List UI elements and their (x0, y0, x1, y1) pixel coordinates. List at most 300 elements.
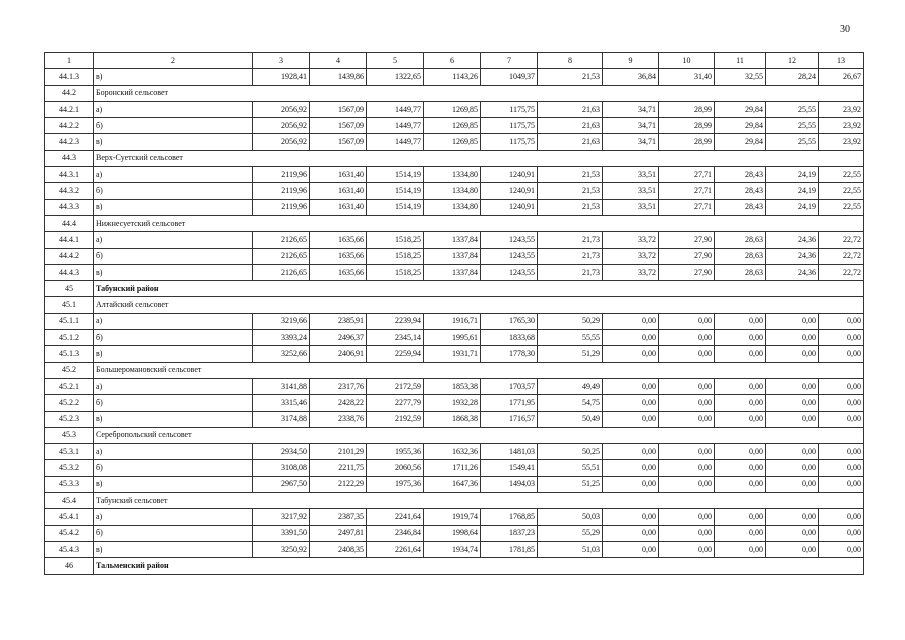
value-cell: 0,00 (819, 330, 864, 346)
settlement-row (45, 215, 864, 231)
row-variant-label: б) (94, 183, 253, 199)
value-cell: 1631,40 (310, 167, 367, 183)
value-cell: 3108,08 (253, 460, 310, 476)
value-cell: 1518,25 (367, 232, 424, 248)
value-cell: 27,71 (659, 199, 715, 215)
value-cell: 3141,88 (253, 378, 310, 394)
value-cell: 1243,55 (481, 248, 538, 264)
value-cell: 0,00 (603, 444, 659, 460)
settlement-row (45, 493, 864, 509)
row-variant-label: в) (94, 199, 253, 215)
value-cell: 0,00 (715, 444, 766, 460)
row-variant-label: б) (94, 248, 253, 264)
value-cell: 1567,09 (310, 101, 367, 117)
row-number: 44.4.3 (45, 264, 94, 280)
table-row (45, 134, 864, 150)
value-cell: 1514,19 (367, 199, 424, 215)
value-cell: 0,00 (715, 541, 766, 557)
value-cell: 0,00 (659, 541, 715, 557)
value-cell: 2060,56 (367, 460, 424, 476)
value-cell: 0,00 (603, 509, 659, 525)
value-cell: 50,25 (538, 444, 603, 460)
column-header: 2 (94, 53, 253, 69)
row-number: 44.3.1 (45, 167, 94, 183)
value-cell: 0,00 (603, 378, 659, 394)
value-cell: 2428,22 (310, 395, 367, 411)
value-cell: 1703,57 (481, 378, 538, 394)
row-variant-label: б) (94, 395, 253, 411)
value-cell: 1494,03 (481, 476, 538, 492)
value-cell: 0,00 (819, 460, 864, 476)
value-cell: 1449,77 (367, 134, 424, 150)
value-cell: 34,71 (603, 118, 659, 134)
value-cell: 0,00 (766, 444, 819, 460)
value-cell: 1916,71 (424, 313, 481, 329)
value-cell: 1647,36 (424, 476, 481, 492)
value-cell: 1269,85 (424, 134, 481, 150)
value-cell: 27,71 (659, 183, 715, 199)
value-cell: 22,55 (819, 183, 864, 199)
column-header: 7 (481, 53, 538, 69)
value-cell: 0,00 (715, 346, 766, 362)
row-variant-label: в) (94, 411, 253, 427)
value-cell: 27,90 (659, 232, 715, 248)
value-cell: 1567,09 (310, 118, 367, 134)
value-cell: 2172,59 (367, 378, 424, 394)
settlement-name: Нижнесуетский сельсовет (94, 215, 864, 231)
settlement-row (45, 427, 864, 443)
table-row (45, 509, 864, 525)
value-cell: 55,51 (538, 460, 603, 476)
value-cell: 22,72 (819, 248, 864, 264)
value-cell: 29,84 (715, 134, 766, 150)
value-cell: 28,63 (715, 232, 766, 248)
column-header: 1 (45, 53, 94, 69)
value-cell: 0,00 (819, 411, 864, 427)
value-cell: 2211,75 (310, 460, 367, 476)
row-variant-label: б) (94, 460, 253, 476)
value-cell: 28,43 (715, 199, 766, 215)
value-cell: 2119,96 (253, 167, 310, 183)
value-cell: 0,00 (603, 460, 659, 476)
value-cell: 1768,85 (481, 509, 538, 525)
value-cell: 0,00 (603, 313, 659, 329)
value-cell: 3315,46 (253, 395, 310, 411)
value-cell: 2934,50 (253, 444, 310, 460)
value-cell: 1567,09 (310, 134, 367, 150)
value-cell: 1955,36 (367, 444, 424, 460)
value-cell: 2239,94 (367, 313, 424, 329)
value-cell: 1334,80 (424, 199, 481, 215)
value-cell: 21,53 (538, 167, 603, 183)
value-cell: 33,51 (603, 167, 659, 183)
row-variant-label: а) (94, 313, 253, 329)
value-cell: 1439,86 (310, 69, 367, 85)
value-cell: 0,00 (659, 346, 715, 362)
tariff-table (44, 52, 864, 575)
row-number: 44.2.2 (45, 118, 94, 134)
value-cell: 1481,03 (481, 444, 538, 460)
value-cell: 2277,79 (367, 395, 424, 411)
value-cell: 1337,84 (424, 248, 481, 264)
row-number: 45.3.1 (45, 444, 94, 460)
value-cell: 0,00 (715, 378, 766, 394)
column-number-row (45, 53, 864, 69)
table-row (45, 183, 864, 199)
value-cell: 1632,36 (424, 444, 481, 460)
settlement-row (45, 150, 864, 166)
table-row (45, 118, 864, 134)
table-row (45, 232, 864, 248)
value-cell: 0,00 (766, 525, 819, 541)
value-cell: 21,53 (538, 183, 603, 199)
value-cell: 0,00 (603, 346, 659, 362)
row-number: 44.4.1 (45, 232, 94, 248)
value-cell: 2497,81 (310, 525, 367, 541)
table-row (45, 378, 864, 394)
value-cell: 1334,80 (424, 183, 481, 199)
value-cell: 21,53 (538, 199, 603, 215)
value-cell: 21,63 (538, 118, 603, 134)
value-cell: 0,00 (603, 330, 659, 346)
column-header: 10 (659, 53, 715, 69)
value-cell: 0,00 (766, 378, 819, 394)
value-cell: 54,75 (538, 395, 603, 411)
row-number: 45.4.1 (45, 509, 94, 525)
value-cell: 27,90 (659, 248, 715, 264)
value-cell: 0,00 (766, 411, 819, 427)
column-header: 3 (253, 53, 310, 69)
row-number: 45.2.3 (45, 411, 94, 427)
value-cell: 0,00 (715, 509, 766, 525)
value-cell: 50,03 (538, 509, 603, 525)
value-cell: 0,00 (659, 444, 715, 460)
table-row (45, 69, 864, 85)
value-cell: 28,63 (715, 248, 766, 264)
table-body (45, 53, 864, 575)
value-cell: 0,00 (715, 313, 766, 329)
row-number: 44.1.3 (45, 69, 94, 85)
value-cell: 1778,30 (481, 346, 538, 362)
row-variant-label: б) (94, 330, 253, 346)
value-cell: 0,00 (819, 525, 864, 541)
value-cell: 3219,66 (253, 313, 310, 329)
value-cell: 0,00 (766, 330, 819, 346)
value-cell: 0,00 (766, 509, 819, 525)
row-variant-label: в) (94, 134, 253, 150)
value-cell: 1711,26 (424, 460, 481, 476)
district-name: Табунский район (94, 281, 864, 297)
value-cell: 2056,92 (253, 101, 310, 117)
row-number: 45.4 (45, 493, 94, 509)
row-variant-label: а) (94, 167, 253, 183)
value-cell: 0,00 (603, 525, 659, 541)
row-number: 45.2.1 (45, 378, 94, 394)
value-cell: 2345,14 (367, 330, 424, 346)
column-header: 13 (819, 53, 864, 69)
value-cell: 25,55 (766, 118, 819, 134)
row-variant-label: а) (94, 444, 253, 460)
row-number: 45.1.3 (45, 346, 94, 362)
value-cell: 2056,92 (253, 118, 310, 134)
value-cell: 21,73 (538, 232, 603, 248)
value-cell: 0,00 (715, 476, 766, 492)
value-cell: 21,73 (538, 264, 603, 280)
value-cell: 1631,40 (310, 199, 367, 215)
settlement-name: Алтайский сельсовет (94, 297, 864, 313)
table-row (45, 541, 864, 557)
value-cell: 24,36 (766, 264, 819, 280)
value-cell: 0,00 (766, 460, 819, 476)
value-cell: 0,00 (819, 378, 864, 394)
value-cell: 1175,75 (481, 118, 538, 134)
value-cell: 1934,74 (424, 541, 481, 557)
value-cell: 1781,85 (481, 541, 538, 557)
page-number: 30 (840, 24, 850, 35)
value-cell: 0,00 (766, 313, 819, 329)
value-cell: 0,00 (766, 541, 819, 557)
value-cell: 29,84 (715, 101, 766, 117)
table-row (45, 248, 864, 264)
table-row (45, 346, 864, 362)
row-number: 45.4.3 (45, 541, 94, 557)
settlement-name: Табунский сельсовет (94, 493, 864, 509)
value-cell: 1514,19 (367, 167, 424, 183)
row-variant-label: а) (94, 378, 253, 394)
value-cell: 21,63 (538, 101, 603, 117)
settlement-name: Серебропольский сельсовет (94, 427, 864, 443)
value-cell: 1514,19 (367, 183, 424, 199)
value-cell: 0,00 (819, 444, 864, 460)
settlement-name: Боронский сельсовет (94, 85, 864, 101)
value-cell: 21,63 (538, 134, 603, 150)
value-cell: 27,90 (659, 264, 715, 280)
table-row (45, 395, 864, 411)
value-cell: 0,00 (659, 460, 715, 476)
value-cell: 0,00 (715, 411, 766, 427)
value-cell: 0,00 (659, 378, 715, 394)
value-cell: 2408,35 (310, 541, 367, 557)
value-cell: 1518,25 (367, 248, 424, 264)
value-cell: 23,92 (819, 118, 864, 134)
value-cell: 1240,91 (481, 183, 538, 199)
value-cell: 29,84 (715, 118, 766, 134)
value-cell: 1549,41 (481, 460, 538, 476)
value-cell: 2122,29 (310, 476, 367, 492)
row-number: 44.3 (45, 150, 94, 166)
value-cell: 0,00 (659, 509, 715, 525)
value-cell: 2259,94 (367, 346, 424, 362)
table-row (45, 264, 864, 280)
value-cell: 21,53 (538, 69, 603, 85)
value-cell: 0,00 (715, 395, 766, 411)
value-cell: 2241,64 (367, 509, 424, 525)
value-cell: 24,19 (766, 199, 819, 215)
value-cell: 2317,76 (310, 378, 367, 394)
value-cell: 24,36 (766, 232, 819, 248)
value-cell: 1143,26 (424, 69, 481, 85)
column-header: 6 (424, 53, 481, 69)
value-cell: 3217,92 (253, 509, 310, 525)
value-cell: 33,72 (603, 248, 659, 264)
value-cell: 2119,96 (253, 199, 310, 215)
row-number: 45.1.2 (45, 330, 94, 346)
value-cell: 26,67 (819, 69, 864, 85)
value-cell: 0,00 (819, 395, 864, 411)
row-number: 44.3.3 (45, 199, 94, 215)
value-cell: 0,00 (819, 541, 864, 557)
value-cell: 28,99 (659, 101, 715, 117)
value-cell: 34,71 (603, 134, 659, 150)
row-variant-label: б) (94, 525, 253, 541)
district-row (45, 558, 864, 574)
table-row (45, 411, 864, 427)
value-cell: 27,71 (659, 167, 715, 183)
value-cell: 1243,55 (481, 232, 538, 248)
value-cell: 0,00 (819, 313, 864, 329)
table-row (45, 460, 864, 476)
column-header: 9 (603, 53, 659, 69)
value-cell: 1337,84 (424, 264, 481, 280)
value-cell: 1833,68 (481, 330, 538, 346)
value-cell: 1175,75 (481, 101, 538, 117)
value-cell: 0,00 (603, 476, 659, 492)
value-cell: 3391,50 (253, 525, 310, 541)
value-cell: 2126,65 (253, 248, 310, 264)
value-cell: 0,00 (659, 395, 715, 411)
value-cell: 22,72 (819, 264, 864, 280)
column-header: 12 (766, 53, 819, 69)
district-name: Тальменский район (94, 558, 864, 574)
value-cell: 0,00 (766, 346, 819, 362)
value-cell: 51,03 (538, 541, 603, 557)
value-cell: 2126,65 (253, 232, 310, 248)
value-cell: 34,71 (603, 101, 659, 117)
value-cell: 33,72 (603, 232, 659, 248)
value-cell: 0,00 (603, 541, 659, 557)
table-row (45, 444, 864, 460)
value-cell: 2387,35 (310, 509, 367, 525)
value-cell: 1635,66 (310, 232, 367, 248)
value-cell: 0,00 (819, 476, 864, 492)
value-cell: 1998,64 (424, 525, 481, 541)
value-cell: 3174,88 (253, 411, 310, 427)
value-cell: 1269,85 (424, 118, 481, 134)
value-cell: 23,92 (819, 134, 864, 150)
row-variant-label: в) (94, 69, 253, 85)
value-cell: 1631,40 (310, 183, 367, 199)
row-number: 45.4.2 (45, 525, 94, 541)
value-cell: 50,49 (538, 411, 603, 427)
value-cell: 51,25 (538, 476, 603, 492)
column-header: 11 (715, 53, 766, 69)
value-cell: 2406,91 (310, 346, 367, 362)
value-cell: 32,55 (715, 69, 766, 85)
value-cell: 1932,28 (424, 395, 481, 411)
value-cell: 2385,91 (310, 313, 367, 329)
row-number: 44.2.3 (45, 134, 94, 150)
value-cell: 0,00 (819, 509, 864, 525)
value-cell: 33,51 (603, 199, 659, 215)
value-cell: 1919,74 (424, 509, 481, 525)
value-cell: 24,19 (766, 183, 819, 199)
row-number: 44.2 (45, 85, 94, 101)
value-cell: 22,55 (819, 167, 864, 183)
value-cell: 33,51 (603, 183, 659, 199)
value-cell: 0,00 (603, 411, 659, 427)
value-cell: 3393,24 (253, 330, 310, 346)
value-cell: 1635,66 (310, 264, 367, 280)
value-cell: 28,63 (715, 264, 766, 280)
value-cell: 0,00 (659, 330, 715, 346)
settlement-name: Большеромановский сельсовет (94, 362, 864, 378)
table-row (45, 525, 864, 541)
value-cell: 1175,75 (481, 134, 538, 150)
value-cell: 2101,29 (310, 444, 367, 460)
settlement-row (45, 85, 864, 101)
value-cell: 1243,55 (481, 264, 538, 280)
value-cell: 2967,50 (253, 476, 310, 492)
row-variant-label: в) (94, 541, 253, 557)
table-row (45, 313, 864, 329)
value-cell: 28,24 (766, 69, 819, 85)
value-cell: 22,55 (819, 199, 864, 215)
value-cell: 0,00 (715, 525, 766, 541)
value-cell: 1518,25 (367, 264, 424, 280)
value-cell: 1765,30 (481, 313, 538, 329)
column-header: 4 (310, 53, 367, 69)
value-cell: 1337,84 (424, 232, 481, 248)
row-number: 45.1.1 (45, 313, 94, 329)
value-cell: 0,00 (715, 460, 766, 476)
value-cell: 25,55 (766, 134, 819, 150)
district-row (45, 281, 864, 297)
row-variant-label: б) (94, 118, 253, 134)
value-cell: 1449,77 (367, 118, 424, 134)
value-cell: 24,19 (766, 167, 819, 183)
value-cell: 22,72 (819, 232, 864, 248)
value-cell: 3252,66 (253, 346, 310, 362)
value-cell: 25,55 (766, 101, 819, 117)
value-cell: 0,00 (766, 476, 819, 492)
value-cell: 0,00 (659, 476, 715, 492)
row-number: 45.3 (45, 427, 94, 443)
row-variant-label: в) (94, 476, 253, 492)
value-cell: 2496,37 (310, 330, 367, 346)
row-number: 45.3.2 (45, 460, 94, 476)
value-cell: 1837,23 (481, 525, 538, 541)
table-row (45, 101, 864, 117)
row-variant-label: а) (94, 509, 253, 525)
row-number: 45 (45, 281, 94, 297)
value-cell: 1716,57 (481, 411, 538, 427)
value-cell: 2346,84 (367, 525, 424, 541)
value-cell: 51,29 (538, 346, 603, 362)
value-cell: 49,49 (538, 378, 603, 394)
value-cell: 24,36 (766, 248, 819, 264)
value-cell: 2126,65 (253, 264, 310, 280)
value-cell: 1322,65 (367, 69, 424, 85)
row-variant-label: в) (94, 346, 253, 362)
value-cell: 21,73 (538, 248, 603, 264)
table-row (45, 199, 864, 215)
row-variant-label: а) (94, 232, 253, 248)
value-cell: 0,00 (659, 411, 715, 427)
value-cell: 33,72 (603, 264, 659, 280)
value-cell: 1995,61 (424, 330, 481, 346)
value-cell: 1853,38 (424, 378, 481, 394)
value-cell: 2192,59 (367, 411, 424, 427)
